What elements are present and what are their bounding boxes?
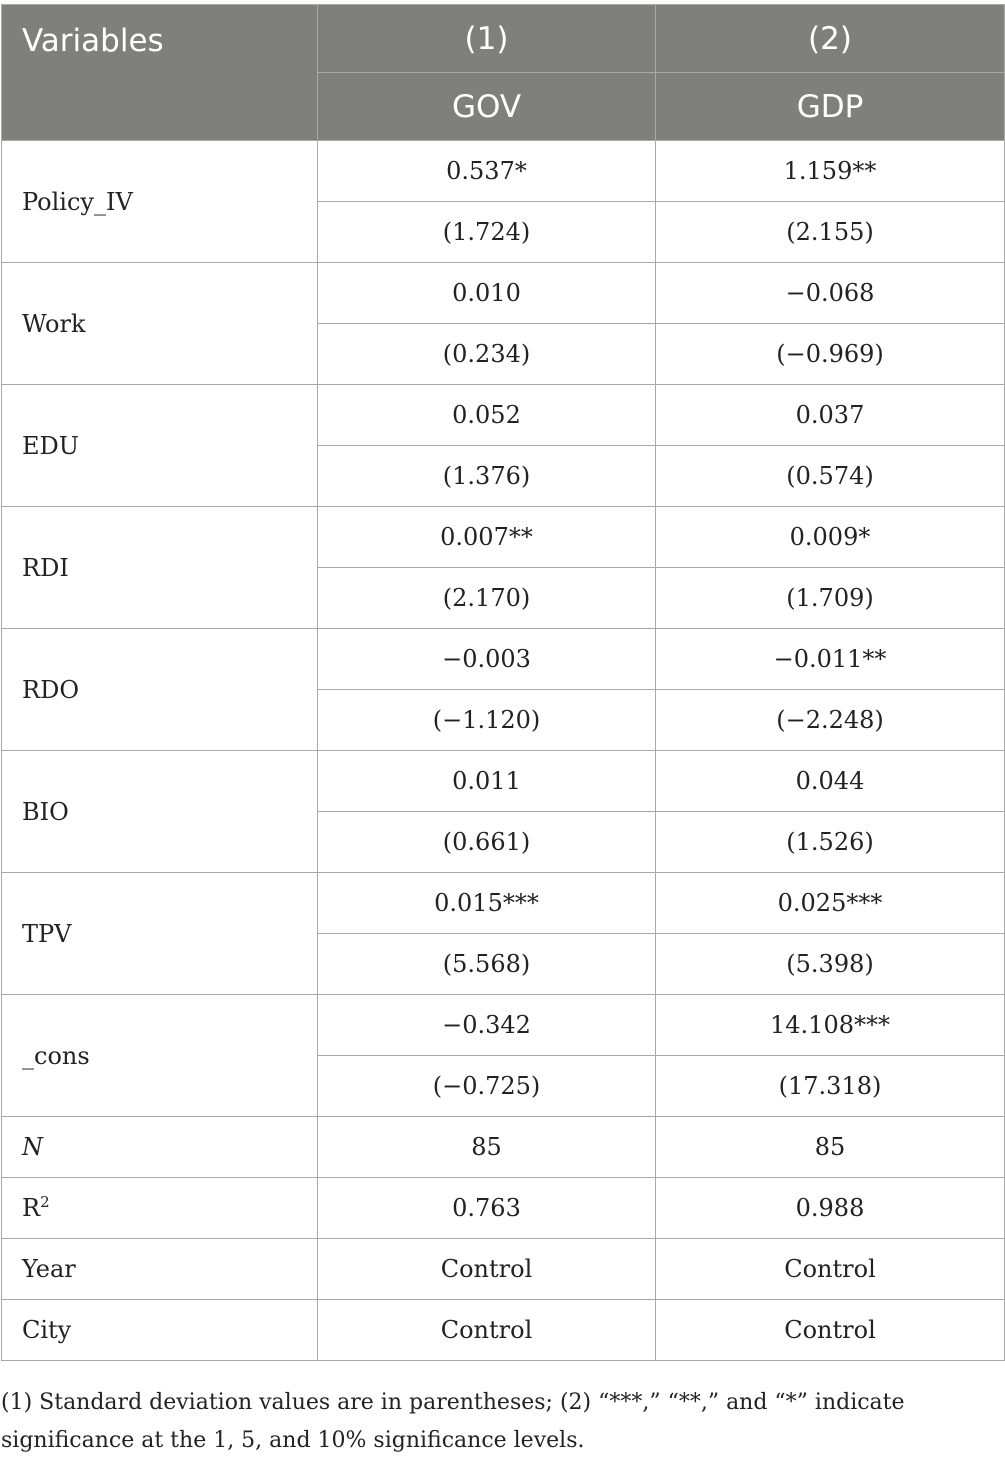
- row-label: [2, 1178, 318, 1239]
- header-row-numbers: [2, 5, 1005, 73]
- row-label: City: [2, 1300, 318, 1361]
- col2-tstat: (1.526): [656, 812, 1005, 873]
- table-row: [2, 385, 1005, 446]
- table-row: [2, 629, 1005, 690]
- table-row: [2, 141, 1005, 202]
- col2-name-header: GDP: [656, 73, 1005, 141]
- row-label: N: [2, 1117, 318, 1178]
- table-row: [2, 263, 1005, 324]
- col1-tstat: (1.724): [318, 202, 656, 263]
- stats-row-year: [2, 1239, 1005, 1300]
- col1-number-header: (1): [318, 5, 656, 73]
- variables-header: Variables: [2, 5, 318, 141]
- row-label: RDO: [2, 629, 318, 751]
- col1-coefficient: 0.015***: [318, 873, 656, 934]
- col2-tstat: (0.574): [656, 446, 1005, 507]
- row-label: TPV: [2, 873, 318, 995]
- col2-coefficient: −0.068: [656, 263, 1005, 324]
- col1-tstat: (2.170): [318, 568, 656, 629]
- col1-value: 0.763: [318, 1178, 656, 1239]
- col2-coefficient: −0.011**: [656, 629, 1005, 690]
- table-row: [2, 995, 1005, 1056]
- row-label: Work: [2, 263, 318, 385]
- table-row: [2, 873, 1005, 934]
- col2-coefficient: 14.108***: [656, 995, 1005, 1056]
- col2-coefficient: 1.159**: [656, 141, 1005, 202]
- col1-value: Control: [318, 1239, 656, 1300]
- row-label: _cons: [2, 995, 318, 1117]
- col2-coefficient: 0.044: [656, 751, 1005, 812]
- row-label: Year: [2, 1239, 318, 1300]
- col2-value: 0.988: [656, 1178, 1005, 1239]
- col1-coefficient: 0.537*: [318, 141, 656, 202]
- col2-value: 85: [656, 1117, 1005, 1178]
- col1-name-header: GOV: [318, 73, 656, 141]
- r2-label-base: R: [22, 1194, 41, 1222]
- col2-number-header: (2): [656, 5, 1005, 73]
- stats-row-city: [2, 1300, 1005, 1361]
- col2-coefficient: 0.025***: [656, 873, 1005, 934]
- row-label: EDU: [2, 385, 318, 507]
- col1-value: Control: [318, 1300, 656, 1361]
- col1-tstat: (5.568): [318, 934, 656, 995]
- table-row: [2, 751, 1005, 812]
- col1-coefficient: 0.011: [318, 751, 656, 812]
- col2-coefficient: 0.037: [656, 385, 1005, 446]
- col1-coefficient: −0.003: [318, 629, 656, 690]
- table-row: [2, 507, 1005, 568]
- row-label: RDI: [2, 507, 318, 629]
- stats-row-n: [2, 1117, 1005, 1178]
- row-label: BIO: [2, 751, 318, 873]
- r2-label-superscript: 2: [40, 1193, 50, 1211]
- col1-coefficient: −0.342: [318, 995, 656, 1056]
- col1-tstat: (0.661): [318, 812, 656, 873]
- col2-coefficient: 0.009*: [656, 507, 1005, 568]
- col1-tstat: (1.376): [318, 446, 656, 507]
- col1-tstat: (−0.725): [318, 1056, 656, 1117]
- col2-tstat: (−0.969): [656, 324, 1005, 385]
- col1-tstat: (−1.120): [318, 690, 656, 751]
- row-label: Policy_IV: [2, 141, 318, 263]
- col1-coefficient: 0.052: [318, 385, 656, 446]
- col2-tstat: (1.709): [656, 568, 1005, 629]
- col2-value: Control: [656, 1300, 1005, 1361]
- stats-row-r2: [2, 1178, 1005, 1239]
- col2-value: Control: [656, 1239, 1005, 1300]
- col2-tstat: (5.398): [656, 934, 1005, 995]
- table-footnote: (1) Standard deviation values are in parentheses; (2) “***,” “**,” and “*” indicate significance at the 1, 5, and 10% significance levels.: [1, 1390, 905, 1453]
- col2-tstat: (2.155): [656, 202, 1005, 263]
- col2-tstat: (−2.248): [656, 690, 1005, 751]
- col1-coefficient: 0.007**: [318, 507, 656, 568]
- col1-coefficient: 0.010: [318, 263, 656, 324]
- regression-table: [1, 4, 1005, 1361]
- col1-value: 85: [318, 1117, 656, 1178]
- col2-tstat: (17.318): [656, 1056, 1005, 1117]
- col1-tstat: (0.234): [318, 324, 656, 385]
